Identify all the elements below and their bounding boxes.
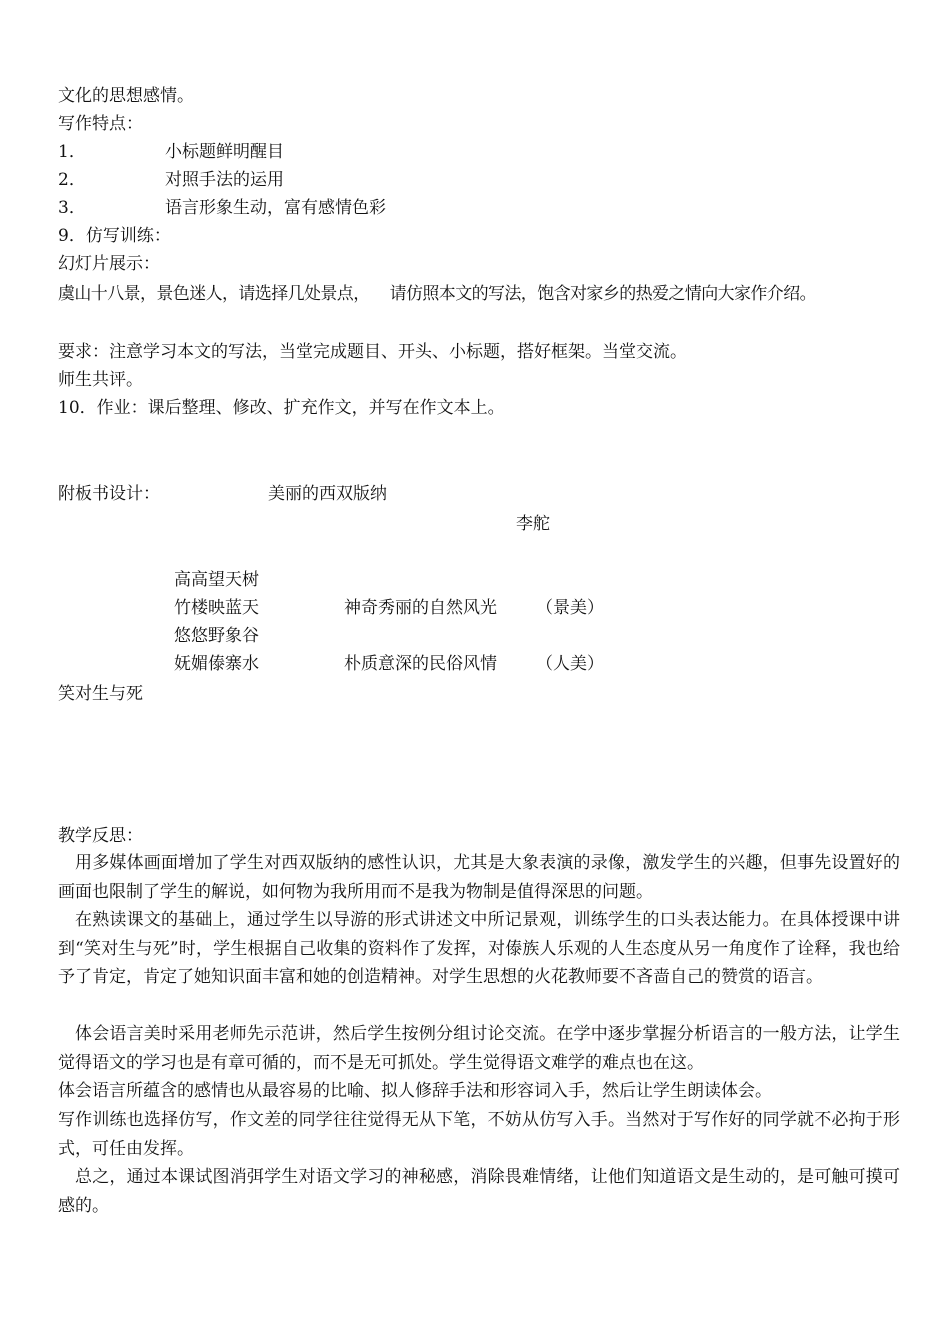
feature-text: 对照手法的运用 <box>165 170 284 190</box>
slides-text-a: 虞山十八景，景色迷人，请选择几处景点， <box>58 284 370 304</box>
board-row-left: 妩媚傣寨水 <box>174 654 259 674</box>
board-row-middle: 神奇秀丽的自然风光 <box>344 598 497 618</box>
reflection-paragraph: 在熟读课文的基础上，通过学生以导游的形式讲述文中所记景观，训练学生的口头表达能力。在具体授课中讲到“笑对生与死”时，学生根据自己收集的资料作了发挥，对傣族人乐观的人生态度从另一角度作了诠释，我也给予了肯定，肯定了她知识面丰富和她的创造精神。对学生思想的火花教师要不吝啬自己的赞赏的语言。 <box>58 910 900 987</box>
reflection-heading: 教学反思： <box>58 826 143 846</box>
step-9: 9．仿写训练： <box>58 226 171 246</box>
reflection-paragraph: 写作训练也选择仿写，作文差的同学往往觉得无从下笔，不妨从仿写入手。当然对于写作好的同学就不必拘于形式，可任由发挥。 <box>58 1110 900 1159</box>
step-10: 10．作业：课后整理、修改、扩充作文，并写在作文本上。 <box>58 398 505 418</box>
board-row-left: 高高望天树 <box>174 570 259 590</box>
intro-line: 文化的思想感情。 <box>58 86 194 106</box>
feature-item <box>58 196 918 220</box>
slides-text-b: 请仿照本文的写法，饱含对家乡的热爱之情向大家作介绍。 <box>389 284 817 304</box>
reflection-paragraph: 总之，通过本课试图消弭学生对语文学习的神秘感，消除畏难情绪，让他们知道语文是生动的，是可触可摸可感的。 <box>58 1167 900 1216</box>
board-label: 附板书设计： <box>58 484 160 504</box>
slides-heading: 幻灯片展示： <box>58 254 160 274</box>
feature-item <box>58 168 918 192</box>
slides-text <box>58 282 816 306</box>
board-row-middle: 朴质意深的民俗风情 <box>344 654 497 674</box>
reflection-paragraph: 体会语言美时采用老师先示范讲，然后学生按例分组讨论交流。在学中逐步掌握分析语言的一般方法，让学生觉得语文的学习也是有章可循的，而不是无可抓处。学生觉得语文难学的难点也在这。 <box>58 1024 900 1073</box>
feature-text: 语言形象生动，富有感情色彩 <box>165 198 386 218</box>
reflection-paragraph: 用多媒体画面增加了学生对西双版纳的感性认识，尤其是大象表演的录像，激发学生的兴趣，但事先设置好的画面也限制了学生的解说，如何物为我所用而不是我为物制是值得深思的问题。 <box>58 853 900 902</box>
board-row-left: 竹楼映蓝天 <box>174 598 259 618</box>
board-tail: 笑对生与死 <box>58 684 143 704</box>
board-author: 李舵 <box>516 514 550 534</box>
feature-number: 2． <box>58 170 86 190</box>
board-row-right: （景美） <box>536 598 604 618</box>
feature-number: 3． <box>58 198 86 218</box>
features-heading: 写作特点： <box>58 114 143 134</box>
requirement: 要求：注意学习本文的写法，当堂完成题目、开头、小标题，搭好框架。当堂交流。 <box>58 342 687 362</box>
review: 师生共评。 <box>58 370 143 390</box>
board-row-right: （人美） <box>536 654 604 674</box>
feature-item <box>58 140 918 164</box>
feature-text: 小标题鲜明醒目 <box>165 142 284 162</box>
reflection-paragraph: 体会语言所蕴含的感情也从最容易的比喻、拟人修辞手法和形容词入手，然后让学生朗读体会。 <box>58 1081 772 1101</box>
board-row-left: 悠悠野象谷 <box>174 626 259 646</box>
board-title: 美丽的西双版纳 <box>268 484 387 504</box>
feature-number: 1． <box>58 142 86 162</box>
